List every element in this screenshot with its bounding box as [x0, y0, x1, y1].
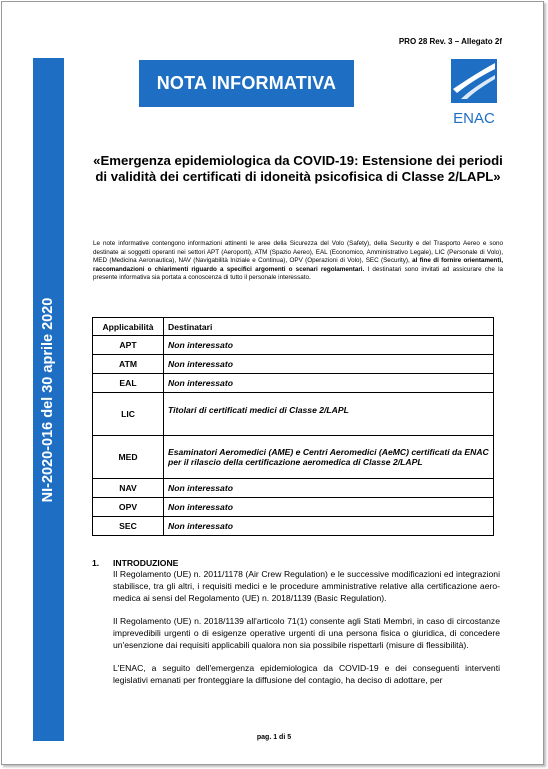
- col-header-destinatari: Destinatari: [164, 318, 494, 336]
- row-value: Non interessato: [164, 355, 494, 374]
- intro-bold: al fine di fornire orientamenti, raccomandazioni o chiarimenti riguardo a specifici argomenti o scenari regolamentari.: [93, 257, 503, 273]
- section-body: [113, 568, 500, 697]
- intro-part-2: I destinatari sono invitati ad assicurare che la presente informativa sia portata a conoscenza di tutto il personale interessato.: [93, 265, 503, 282]
- logo-text: ENAC: [453, 110, 495, 127]
- banner-title: NOTA INFORMATIVA: [156, 73, 337, 93]
- applicability-table: [92, 317, 494, 536]
- table-row: [93, 498, 494, 517]
- document-reference: PRO 28 Rev. 3 – Allegato 2f: [398, 37, 502, 46]
- row-code: APT: [93, 336, 164, 355]
- row-code: MED: [93, 436, 164, 479]
- row-code: ATM: [93, 355, 164, 374]
- table-row: [93, 374, 494, 393]
- section-heading: INTRODUZIONE: [113, 558, 179, 568]
- row-code: EAL: [93, 374, 164, 393]
- row-value: Non interessato: [164, 498, 494, 517]
- section-number: 1.: [92, 558, 100, 568]
- section-paragraph: Il Regolamento (UE) n. 2011/1178 (Air Crew Regulation) e le successive modificazioni ed integrazioni stabilisce, tra gli altri, i requisiti medici e le procedure amministrative relative alla certificazione aero-medica ai sensi del Regolamento (UE) n. 2018/1139 (Basic Regulation).: [113, 569, 500, 603]
- row-value: Non interessato: [164, 374, 494, 393]
- table-row: [93, 336, 494, 355]
- table-row: [93, 517, 494, 536]
- row-value: Titolari di certificati medici di Classe 2/LAPL: [164, 393, 494, 436]
- intro-part-1: Le note informative contengono informazioni attinenti le aree della Sicurezza del Volo (Safety), della Security e del Trasporto Aereo e sono destinate ai soggetti operanti nei settori APT (Aeroporti), ATM (Spazio Aereo), EAL (Economico, Amministrativo Legale), LIC (Personale di Volo), MED (Medicina Aeronautica), NAV (Navigabilità Iniziale e Continua), OPV (Operazioni di Volo), SEC (Security),: [93, 240, 503, 265]
- nota-informativa-banner: [139, 60, 354, 107]
- table-header-row: [93, 318, 494, 336]
- row-code: NAV: [93, 479, 164, 498]
- row-value: Non interessato: [164, 336, 494, 355]
- enac-logo: [451, 59, 497, 129]
- table-row: [93, 479, 494, 498]
- table-row: [93, 393, 494, 436]
- section-paragraph: L'ENAC, a seguito dell'emergenza epidemiologica da COVID-19 e dei conseguenti interventi legislativi emanati per fronteggiare la diffusione del contagio, ha deciso di adottare, per: [113, 663, 500, 685]
- table-row: [93, 436, 494, 479]
- side-band-label: NI-2020-016 del 30 aprile 2020: [40, 297, 56, 503]
- col-header-applicabilita: Applicabilità: [93, 318, 164, 336]
- page-number: pag. 1 di 5: [256, 734, 292, 741]
- row-code: OPV: [93, 498, 164, 517]
- section-paragraph: Il Regolamento (UE) n. 2018/1139 all'articolo 71(1) consente agli Stati Membri, in caso di circostanze imprevedibili urgenti o di esigenze operative urgenti di una persona fisica o giuridica, di concedere un'esenzione dai requisiti applicabili qualora non sia possibile rispettarli (misure di flessibilità).: [113, 616, 500, 650]
- intro-paragraph: [93, 240, 503, 283]
- row-value: Non interessato: [164, 517, 494, 536]
- row-value: Esaminatori Aeromedici (AME) e Centri Aeromedici (AeMC) certificati da ENAC per il rilascio della certificazione aeromedica di Classe 2/LAPL: [164, 436, 494, 479]
- row-code: LIC: [93, 393, 164, 436]
- row-value: Non interessato: [164, 479, 494, 498]
- row-code: SEC: [93, 517, 164, 536]
- document-title: «Emergenza epidemiologica da COVID-19: Estensione dei periodi di validità dei certificati di idoneità psicofisica di Classe 2/LAPL»: [93, 153, 503, 184]
- table-row: [93, 355, 494, 374]
